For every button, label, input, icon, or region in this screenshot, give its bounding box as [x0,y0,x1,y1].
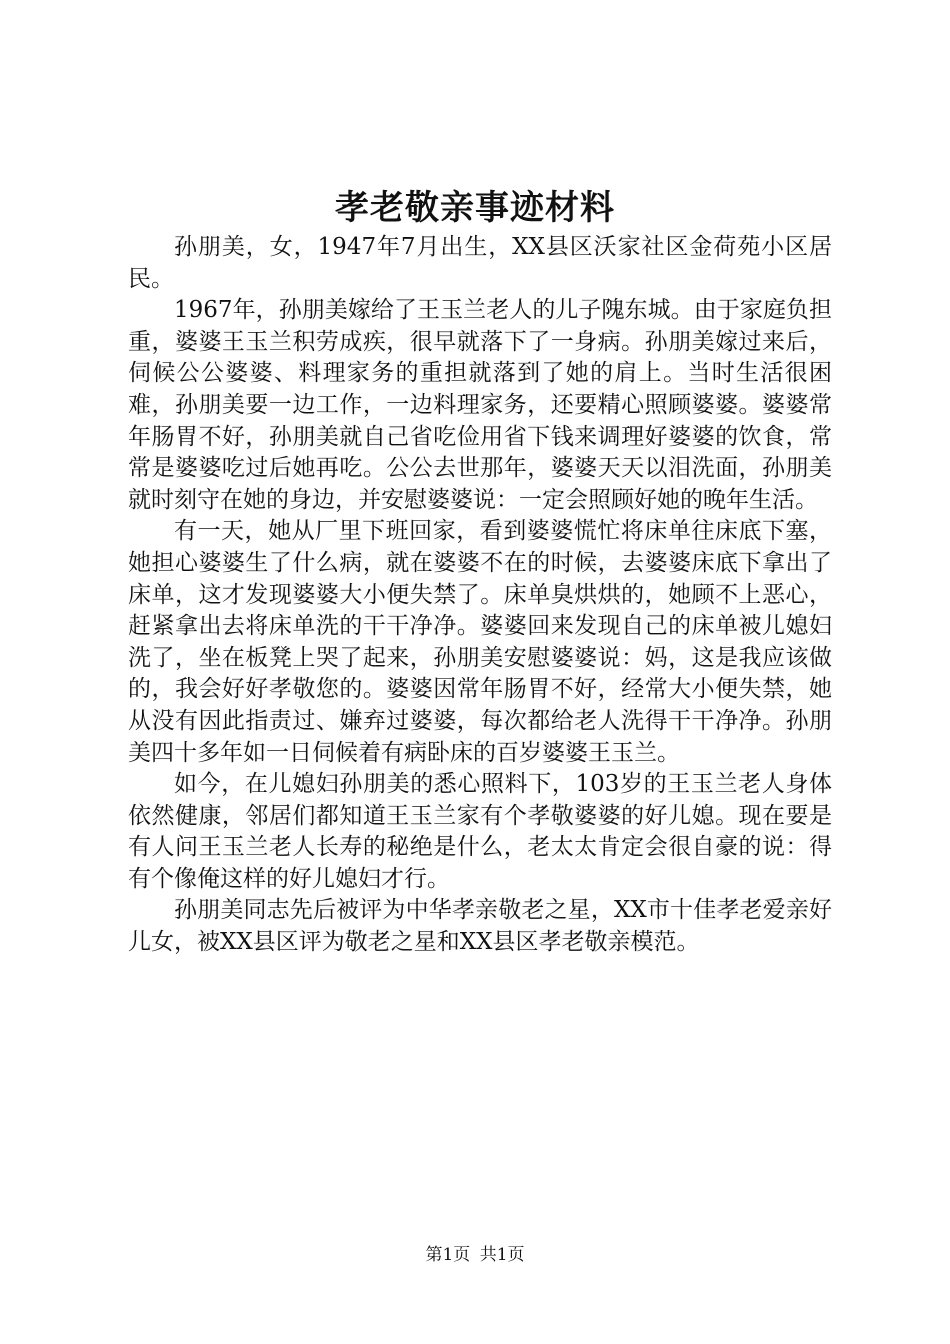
paragraph: 1967年，孙朋美嫁给了王玉兰老人的儿子隗东城。由于家庭负担重，婆婆王玉兰积劳成疾，很早就落下了一身病。孙朋美嫁过来后，伺候公公婆婆、料理家务的重担就落到了她的肩上。当时生活很困难，孙朋美要一边工作，一边料理家务，还要精心照顾婆婆。婆婆常年肠胃不好，孙朋美就自己省吃俭用省下钱来调理好婆婆的饮食，常常是婆婆吃过后她再吃。公公去世那年，婆婆天天以泪洗面，孙朋美就时刻守在她的身边，并安慰婆婆说：一定会照顾好她的晚年生活。 [128,297,832,513]
paragraph: 孙朋美，女，1947年7月出生，XX县区沃家社区金荷苑小区居民。 [128,234,832,292]
page-number: 第1页 [425,1245,471,1265]
paragraph: 有一天，她从厂里下班回家，看到婆婆慌忙将床单往床底下塞，她担心婆婆生了什么病，就在婆婆不在的时候，去婆婆床底下拿出了床单，这才发现婆婆大小便失禁了。床单臭烘烘的，她顾不上恶心，赶紧拿出去将床单洗的干干净净。婆婆回来发现自己的床单被儿媳妇洗了，坐在板凳上哭了起来，孙朋美安慰婆婆说：妈，这是我应该做的，我会好好孝敬您的。婆婆因常年肠胃不好，经常大小便失禁，她从没有因此指责过、嫌弃过婆婆，每次都给老人洗得干干净净。孙朋美四十多年如一日伺候着有病卧床的百岁婆婆王玉兰。 [128,518,832,766]
page-footer [0,1244,950,1266]
paragraph: 孙朋美同志先后被评为中华孝亲敬老之星，XX市十佳孝老爱亲好儿女，被XX县区评为敬老之星和XX县区孝老敬亲模范。 [128,897,832,956]
paragraph: 如今，在儿媳妇孙朋美的悉心照料下，103岁的王玉兰老人身体依然健康，邻居们都知道王玉兰家有个孝敬婆婆的好儿媳。现在要是有人问王玉兰老人长寿的秘绝是什么，老太太肯定会很自豪的说：得有个像俺这样的好儿媳妇才行。 [128,771,832,892]
document-body [128,232,832,959]
page-total: 共1页 [479,1245,525,1265]
document-title: 孝老敬亲事迹材料 [335,188,615,228]
